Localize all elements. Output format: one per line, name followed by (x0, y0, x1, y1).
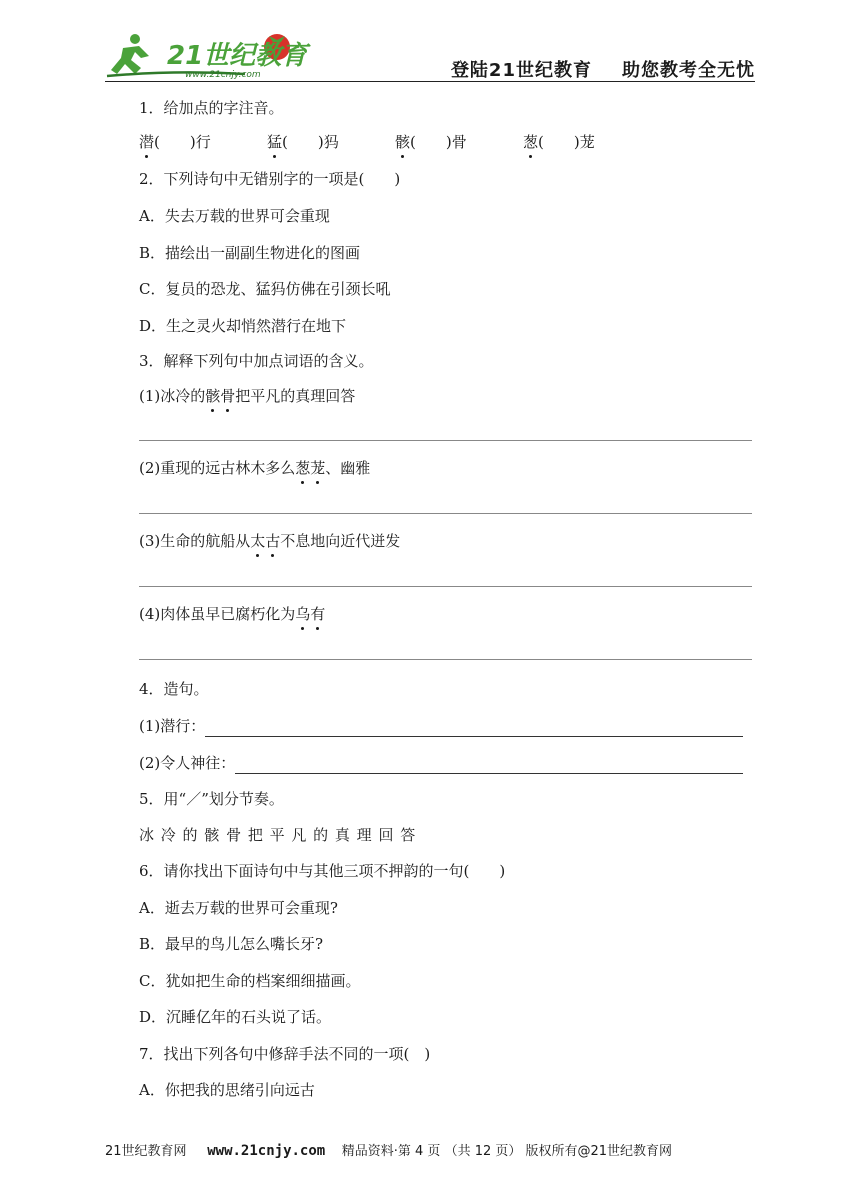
q6-option-b: B．最早的鸟儿怎么嘴长牙? (139, 935, 324, 953)
answer-line[interactable] (139, 659, 752, 660)
q6-title: 6．请你找出下面诗句中与其他三项不押韵的一句( ) (139, 862, 506, 880)
answer-line[interactable] (139, 586, 752, 587)
q2-option-b: B．描绘出一副副生物进化的图画 (139, 244, 361, 262)
q1-item: 葱( )茏 (523, 133, 595, 151)
answer-blank[interactable] (205, 720, 743, 737)
q6-option-c: C．犹如把生命的档案细细描画。 (139, 972, 361, 990)
q6-option-d: D．沉睡亿年的石头说了话。 (139, 1008, 332, 1026)
answer-line[interactable] (139, 513, 752, 514)
slogan-left: 登陆21世纪教育 (450, 60, 592, 81)
answer-line[interactable] (139, 440, 752, 441)
q7-title: 7．找出下列各句中修辞手法不同的一项( ) (139, 1045, 431, 1063)
q6-option-a: A．逝去万载的世界可会重现? (139, 899, 338, 917)
q3-item-2: (2)重现的远古林木多么葱茏、幽雅 (139, 459, 371, 477)
q1-item: 骸( )骨 (395, 133, 467, 151)
q2-option-a: A．失去万载的世界可会重现 (139, 207, 330, 225)
q4-item-2: (2)令人神往： (139, 752, 743, 774)
q5-title: 5．用“／”划分节奏。 (139, 790, 284, 808)
q3-item-4: (4)肉体虽早已腐朽化为乌有 (139, 605, 326, 623)
q4-item-1: (1)潜行： (139, 715, 743, 737)
logo (105, 30, 315, 80)
answer-blank[interactable] (235, 757, 743, 774)
q2-option-d: D．生之灵火却悄然潜行在地下 (139, 317, 347, 335)
page-header (105, 30, 755, 82)
q2-option-c: C．复员的恐龙、猛犸仿佛在引颈长吼 (139, 280, 391, 298)
q1-title: 1．给加点的字注音。 (139, 99, 284, 117)
header-slogan (451, 56, 755, 82)
logo-text: 21世纪教育 (167, 41, 308, 71)
q1-items (139, 131, 595, 153)
footer-url[interactable]: www.21cnjy.com (207, 1143, 326, 1159)
footer-info: 精品资料·第 4 页 （共 12 页） 版权所有@21世纪教育网 (341, 1144, 673, 1159)
page-footer (105, 1140, 755, 1159)
q7-option-a: A．你把我的思绪引向远古 (139, 1081, 315, 1099)
q5-text: 冰 冷 的 骸 骨 把 平 凡 的 真 理 回 答 (139, 826, 417, 844)
q3-item-3: (3)生命的航船从太古不息地向近代迸发 (139, 532, 401, 550)
footer-site: 21世纪教育网 (105, 1144, 187, 1159)
header-divider (105, 81, 755, 82)
q1-item: 潜( )行 (139, 133, 211, 151)
slogan-right: 助您教考全无忧 (622, 60, 755, 81)
q2-title: 2．下列诗句中无错别字的一项是( ) (139, 170, 401, 188)
q4-title: 4．造句。 (139, 680, 209, 698)
q3-title: 3．解释下列句中加点词语的含义。 (139, 352, 374, 370)
q1-item: 猛( )犸 (267, 133, 339, 151)
logo-url: www.21cnjy.com (185, 70, 261, 80)
q3-item-1: (1)冰冷的骸骨把平凡的真理回答 (139, 387, 356, 405)
